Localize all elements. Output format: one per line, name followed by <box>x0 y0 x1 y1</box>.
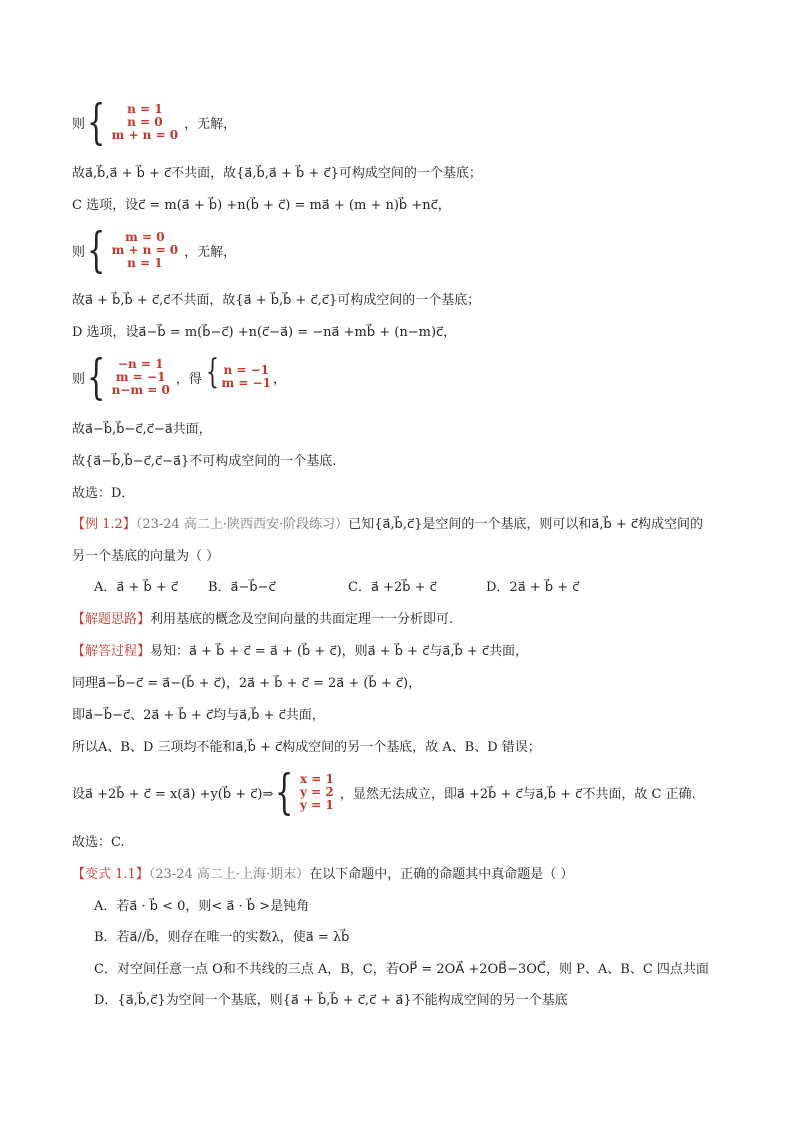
text-line: 故{a⃗−b⃗,b⃗−c⃗,c⃗−a⃗}不可构成空间的一个基底. <box>72 454 337 469</box>
text-line: 即a⃗−b⃗−c⃗、2a⃗ + b⃗ + c⃗均与a⃗,b⃗ + c⃗共面， <box>72 708 325 723</box>
equation: m = 0 <box>125 229 165 244</box>
brace: { <box>205 352 219 392</box>
text-setup: 设a⃗ +2b⃗ + c⃗ = x(a⃗) +y(b⃗ + c⃗)⇒ <box>72 786 274 802</box>
option-d: D．2a⃗ + b⃗ + c⃗ <box>486 580 580 595</box>
system-equations <box>112 100 179 144</box>
equation: m + n = 0 <box>111 242 179 257</box>
text-conclusion: ，显然无法成立，即a⃗ +2b⃗ + c⃗与a⃗,b⃗ + c⃗不共面，故 C 正确. <box>339 786 696 802</box>
option-a: A．若a⃗ · b⃗ < 0，则< a⃗ · b⃗ >是钝角 <box>94 899 310 914</box>
text-no-solution: ，无解， <box>184 244 237 260</box>
variant-question: 在以下命题中，正确的命题其中真命题是（ ） <box>309 867 574 882</box>
brace: { <box>87 222 106 278</box>
example-header <box>72 516 703 534</box>
option-c: C．a⃗ +2b⃗ + c⃗ <box>348 580 437 595</box>
equation: m = −1 <box>221 376 271 390</box>
text-line: 另一个基底的向量为（ ） <box>72 549 220 564</box>
text-ze-2: 则 <box>72 244 86 260</box>
equation: n = −1 <box>223 363 269 377</box>
variant-source: （23-24 高二上·上海·期末） <box>148 867 310 882</box>
idea-tag: 【解题思路】 <box>72 612 151 627</box>
text-ze-3: 则 <box>72 371 86 387</box>
equation: n = 0 <box>127 114 163 129</box>
text-line: 同理a⃗−b⃗−c⃗ = a⃗−(b⃗ + c⃗)，2a⃗ + b⃗ + c⃗ = 2a⃗ + (b⃗ + c⃗)， <box>72 676 422 691</box>
equation: n = 1 <box>127 101 163 116</box>
solution-process <box>72 643 528 661</box>
brace: { <box>275 764 294 820</box>
text-no-solution: ，无解， <box>184 116 237 132</box>
system-equations <box>221 355 271 399</box>
answer-line: 故选：D． <box>72 486 135 501</box>
option-b: B．a⃗−b⃗−c⃗ <box>208 580 276 595</box>
text-line: D 选项，设a⃗−b⃗ = m(b⃗−c⃗) +n(c⃗−a⃗) = −na⃗ +mb⃗ + (n−m)c⃗， <box>72 325 457 340</box>
equation: m + n = 0 <box>111 127 179 142</box>
text-line: C 选项，设c⃗ = m(a⃗ + b⃗) +n(b⃗ + c⃗) = ma⃗ + (m + n)b⃗ +nc⃗， <box>72 198 451 213</box>
text-de: ，得 <box>175 371 202 387</box>
text-ze-1: 则 <box>72 116 86 132</box>
text-line: 故a⃗−b⃗,b⃗−c⃗,c⃗−a⃗共面， <box>72 422 212 437</box>
equation: m = −1 <box>115 369 166 384</box>
process-tag: 【解答过程】 <box>72 644 151 659</box>
brace: { <box>87 94 106 150</box>
example-tag: 【例 1.2】 <box>72 517 136 532</box>
text-line: 所以A、B、D 三项均不能和a⃗,b⃗ + c⃗构成空间的另一个基底，故 A、B、D 错误； <box>72 740 541 755</box>
example-source: （23-24 高二上·陕西西安·阶段练习） <box>135 517 349 532</box>
system-equations <box>112 355 170 399</box>
text-comma: ， <box>272 371 286 387</box>
variant-tag: 【变式 1.1】 <box>72 867 149 882</box>
equation: y = 1 <box>300 797 334 812</box>
text-line: 故a⃗ + b⃗,b⃗ + c⃗,c⃗不共面，故{a⃗ + b⃗,b⃗ + c⃗,c⃗}可构成空间的一个基底； <box>72 293 481 308</box>
answer-line: 故选：C. <box>72 835 125 850</box>
idea-text: 利用基底的概念及空间向量的共面定理一一分析即可. <box>150 612 454 627</box>
option-c: C．对空间任意一点 O和不共线的三点 A，B，C，若OP⃗ = 2OA⃗ +2OB⃗−3OC⃗，则 P、A、B、C 四点共面 <box>94 962 709 977</box>
solution-idea <box>72 611 453 629</box>
option-a: A．a⃗ + b⃗ + c⃗ <box>94 580 179 595</box>
text-line: 故a⃗,b⃗,a⃗ + b⃗ + c⃗不共面，故{a⃗,b⃗,a⃗ + b⃗ + c⃗}可构成空间的一个基底； <box>72 166 482 181</box>
equation: y = 2 <box>300 784 334 799</box>
brace: { <box>87 349 106 405</box>
equation: n−m = 0 <box>111 382 170 397</box>
variant-header <box>72 866 573 884</box>
equation: n = 1 <box>127 255 163 270</box>
option-b: B．若a⃗//b⃗，则存在唯一的实数λ，使a⃗ = λb⃗ <box>94 930 350 945</box>
example-question: 已知{a⃗,b⃗,c⃗}是空间的一个基底，则可以和a⃗,b⃗ + c⃗构成空间的 <box>348 517 704 532</box>
equation: −n = 1 <box>117 356 164 371</box>
equation-system-1 <box>72 94 237 150</box>
option-d: D．{a⃗,b⃗,c⃗}为空间一个基底，则{a⃗ + b⃗,b⃗ + c⃗,c⃗ + a⃗}不能构成空间的另一个基底 <box>94 993 568 1008</box>
equation-system-5 <box>72 764 696 820</box>
system-equations <box>112 228 179 272</box>
equation: x = 1 <box>299 771 334 786</box>
process-text: 易知：a⃗ + b⃗ + c⃗ = a⃗ + (b⃗ + c⃗)，则a⃗ + b⃗ + c⃗与a⃗,b⃗ + c⃗共面， <box>150 644 529 659</box>
equation-system-2 <box>72 222 237 278</box>
equation-system-3 <box>72 349 286 405</box>
system-equations <box>300 770 334 814</box>
